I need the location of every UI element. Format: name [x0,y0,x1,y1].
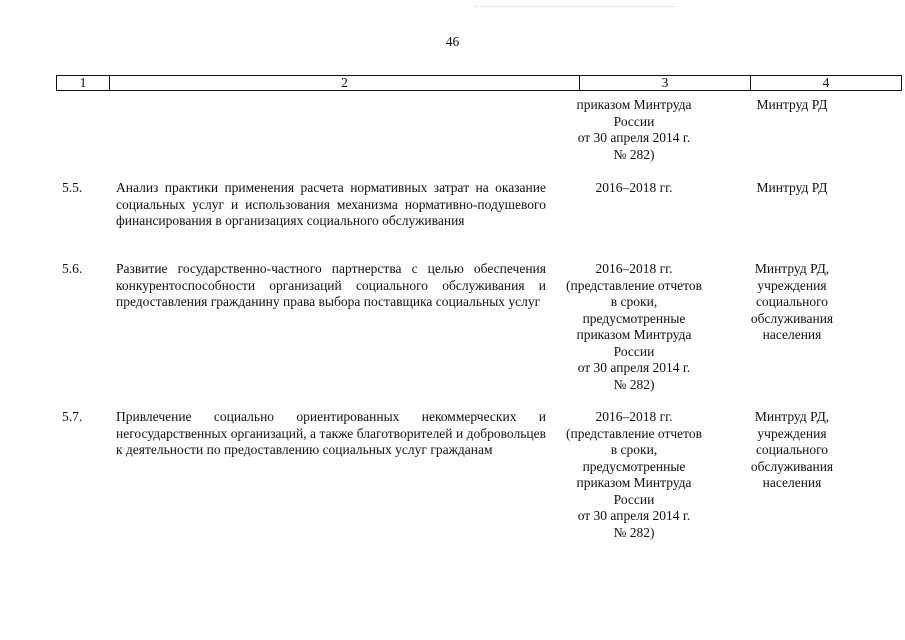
executor-line: обслуживания [750,310,834,326]
scan-artifact [475,0,675,7]
item-number: 5.7. [62,409,83,424]
deadline-line: № 282) [613,376,655,392]
deadline-line: от 30 апреля 2014 г. [577,130,691,145]
item-description: Привлечение социально ориентированных некоммерческих и негосударственных организаций, а также благотворителей и добровольцев к деятельности по предоставлению социальных услуг гражданам [116,409,546,457]
deadline-line: 2016–2018 гг. [595,180,673,195]
item-executor [740,409,844,492]
deadline-line: России [613,491,655,507]
executor-line: населения [762,327,822,342]
item-number: 5.5. [62,180,83,195]
deadline-line: (представление отчетов [565,425,703,441]
header-col-4: 4 [751,76,902,91]
item-executor [740,261,844,344]
deadline-line: в сроки, [610,442,658,457]
executor-line: Минтруд РД, [754,409,830,424]
deadline-line: в сроки, [610,294,658,309]
executor-line: учреждения [757,277,827,293]
header-col-2: 2 [110,76,580,91]
deadline-line: приказом Минтруда [576,97,692,112]
executor-line: социального [755,442,829,457]
deadline-line: от 30 апреля 2014 г. [577,360,691,375]
continuation-deadline [556,97,712,163]
header-col-1: 1 [57,76,110,91]
deadline-line: приказом Минтруда [576,475,692,490]
deadline-line: России [613,113,655,129]
executor-line: социального [755,294,829,309]
deadline-line: (представление отчетов [565,277,703,293]
deadline-line: 2016–2018 гг. [595,409,673,424]
item-deadline [556,180,712,197]
deadline-line: приказом Минтруда [576,327,692,342]
executor-line: учреждения [757,425,827,441]
header-col-3: 3 [580,76,751,91]
item-number: 5.6. [62,261,83,276]
executor-line: населения [762,475,822,490]
item-deadline [556,409,712,541]
item-description: Развитие государственно-частного партнерства с целью обеспечения конкурентоспособности организаций социального обслуживания и предоставления гражданину права выбора поставщика социальных услуг [116,261,546,309]
item-deadline [556,261,712,393]
executor-line: обслуживания [750,458,834,474]
executor-line: Минтруд РД [756,97,828,112]
column-number-header [56,75,902,91]
deadline-line: предусмотренные [582,310,686,326]
page-number: 46 [445,34,460,49]
deadline-line: № 282) [613,524,655,540]
deadline-line: предусмотренные [582,458,686,474]
deadline-line: России [613,343,655,359]
item-description: Анализ практики применения расчета нормативных затрат на оказание социальных услуг и использования механизма нормативно-подушевого финансирования в организациях социального обслуживания [116,180,546,228]
continuation-executor [740,97,844,114]
deadline-line: № 282) [613,146,655,162]
deadline-line: 2016–2018 гг. [595,261,673,276]
item-executor [740,180,844,197]
executor-line: Минтруд РД [756,180,828,195]
executor-line: Минтруд РД, [754,261,830,276]
deadline-line: от 30 апреля 2014 г. [577,508,691,523]
